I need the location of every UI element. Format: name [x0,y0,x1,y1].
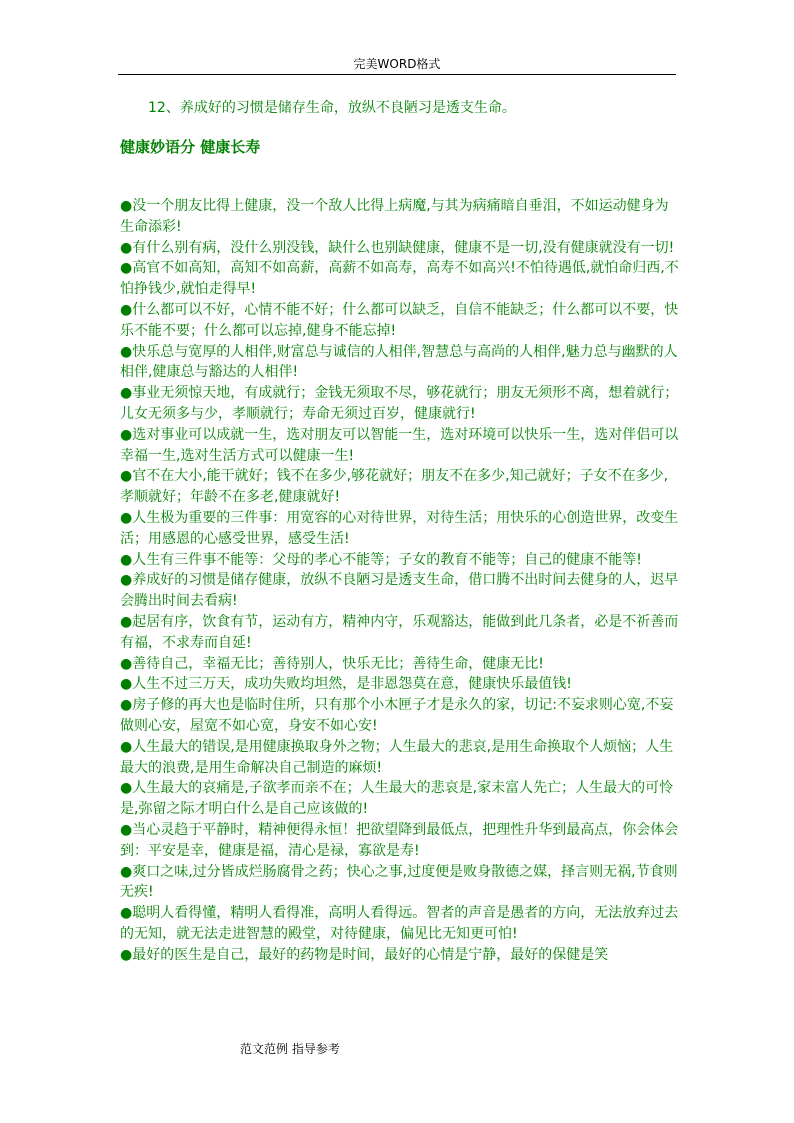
quote-item [120,695,680,737]
bullet-icon: ● [120,468,133,485]
quote-text: 聪明人看得懂，精明人看得准，高明人看得远。智者的声音是愚者的方向，无法放弃过去的无知，就无法走进智慧的殿堂，对待健康，偏见比无知更可怕! [120,905,679,942]
quote-text: 房子修的再大也是临时住所，只有那个小木匣子才是永久的家，切记:不妄求则心宽,不妄做则心安，屋宽不如心宽，身安不如心安! [120,697,674,734]
bullet-icon: ● [120,551,133,568]
quote-text: 官不在大小,能干就好；钱不在多少,够花就好；朋友不在多少,知己就好；子女不在多少,孝顺就好；年龄不在多老,健康就好! [120,468,669,506]
intro-line: 12、养成好的习惯是储存生命，放纵不良陋习是透支生命。 [148,100,516,116]
page-header: 完美WORD格式 [118,56,676,75]
quote-item [120,550,680,571]
quote-item [120,674,680,695]
bullet-icon: ● [120,863,133,880]
bullet-icon: ● [120,343,133,360]
quote-text: 什么都可以不好，心情不能不好；什么都可以缺乏，自信不能缺乏；什么都可以不要，快乐不能不要；什么都可以忘掉,健身不能忘掉! [120,301,679,339]
quote-item [120,196,680,238]
bullet-icon: ● [120,385,133,402]
bullet-icon: ● [120,301,133,318]
bullet-icon: ● [120,697,133,714]
page-footer: 范文范例 指导参考 [240,1042,340,1056]
bullet-icon: ● [120,509,133,526]
bullet-icon: ● [120,198,133,214]
quote-text: 快乐总与宽厚的人相伴,财富总与诚信的人相伴,智慧总与高尚的人相伴,魅力总与幽默的人相伴,健康总与豁达的人相伴! [120,343,678,381]
quote-text: 人生极为重要的三件事：用宽容的心对待世界，对待生活；用快乐的心创造世界，改变生活；用感恩的心感受世界，感受生活! [120,509,679,547]
quote-text: 养成好的习惯是储存健康，放纵不良陋习是透支生命，借口腾不出时间去健身的人，迟早会腾出时间去看病! [120,572,679,610]
bullet-icon: ● [120,239,133,256]
quote-text: 最好的医生是自己，最好的药物是时间，最好的心情是宁静，最好的保健是笑 [132,946,609,963]
quote-item [120,570,680,612]
quote-text: 人生最大的哀痛是,子欲孝而亲不在；人生最大的悲哀是,家未富人先亡；人生最大的可怜是,弥留之际才明白什么是自己应该做的! [120,780,674,818]
quote-text: 爽口之味,过分皆成烂肠腐骨之药；快心之事,过度便是败身散德之媒，择言则无祸,节食则无疾! [120,863,678,901]
quote-text: 人生最大的错误,是用健康换取身外之物；人生最大的悲哀,是用生命换取个人烦恼；人生最大的浪费,是用生命解决自己制造的麻烦! [120,738,674,776]
quote-item [120,778,680,820]
quote-item [120,466,680,508]
quote-item [120,737,680,779]
quote-item [120,945,680,966]
bullet-icon: ● [120,572,133,589]
bullet-icon: ● [120,613,133,630]
quote-item [120,903,680,945]
bullet-icon: ● [120,738,133,755]
bullet-icon: ● [120,426,133,443]
quote-text: 选对事业可以成就一生，选对朋友可以智能一生，选对环境可以快乐一生，选对伴侣可以幸福一生,选对生活方式可以健康一生! [120,426,679,464]
section-heading: 健康妙语分 健康长寿 [120,138,261,156]
quote-item [120,238,680,259]
quote-text: 人生有三件事不能等：父母的孝心不能等；子女的教育不能等；自己的健康不能等! [132,551,642,568]
quote-list [120,196,680,965]
quote-item [120,612,680,654]
quote-text: 有什么别有病，没什么别没钱，缺什么也别缺健康，健康不是一切,没有健康就没有一切! [132,239,675,256]
quote-item [120,862,680,904]
bullet-icon: ● [120,676,133,693]
bullet-icon: ● [120,780,133,797]
quote-item [120,425,680,467]
quote-item [120,300,680,342]
bullet-icon: ● [120,905,133,922]
quote-item [120,258,680,300]
quote-text: 当心灵趋于平静时，精神便得永恒！把欲望降到最低点，把理性升华到最高点，你会体会到：平安是幸，健康是福，清心是禄，寡欲是寿! [120,821,679,859]
quote-text: 没一个朋友比得上健康，没一个敌人比得上病魔,与其为病痛暗自垂泪，不如运动健身为生命添彩! [120,198,669,235]
quote-item [120,820,680,862]
quote-item [120,654,680,675]
bullet-icon: ● [120,655,133,672]
quote-text: 人生不过三万天，成功失败均坦然，是非恩怨莫在意，健康快乐最值钱! [132,676,572,693]
quote-item [120,342,680,384]
quote-text: 事业无须惊天地，有成就行；金钱无须取不尽，够花就行；朋友无须形不离，想着就行；儿女无须多与少，孝顺就行；寿命无须过百岁，健康就行! [120,385,679,422]
quote-item [120,383,680,425]
quote-text: 起居有序，饮食有节，运动有方，精神内守，乐观豁达，能做到此几条者，必是不祈善而有福，不求寿而自延! [120,613,679,651]
quote-text: 善待自己，幸福无比；善待别人，快乐无比；善待生命，健康无比! [132,655,544,672]
quote-text: 高官不如高知，高知不如高薪，高薪不如高寿，高寿不如高兴!不怕待遇低,就怕命归西,不怕挣钱少,就怕走得早! [120,260,679,298]
quote-item [120,508,680,550]
bullet-icon: ● [120,260,133,277]
bullet-icon: ● [120,946,133,963]
bullet-icon: ● [120,821,133,838]
